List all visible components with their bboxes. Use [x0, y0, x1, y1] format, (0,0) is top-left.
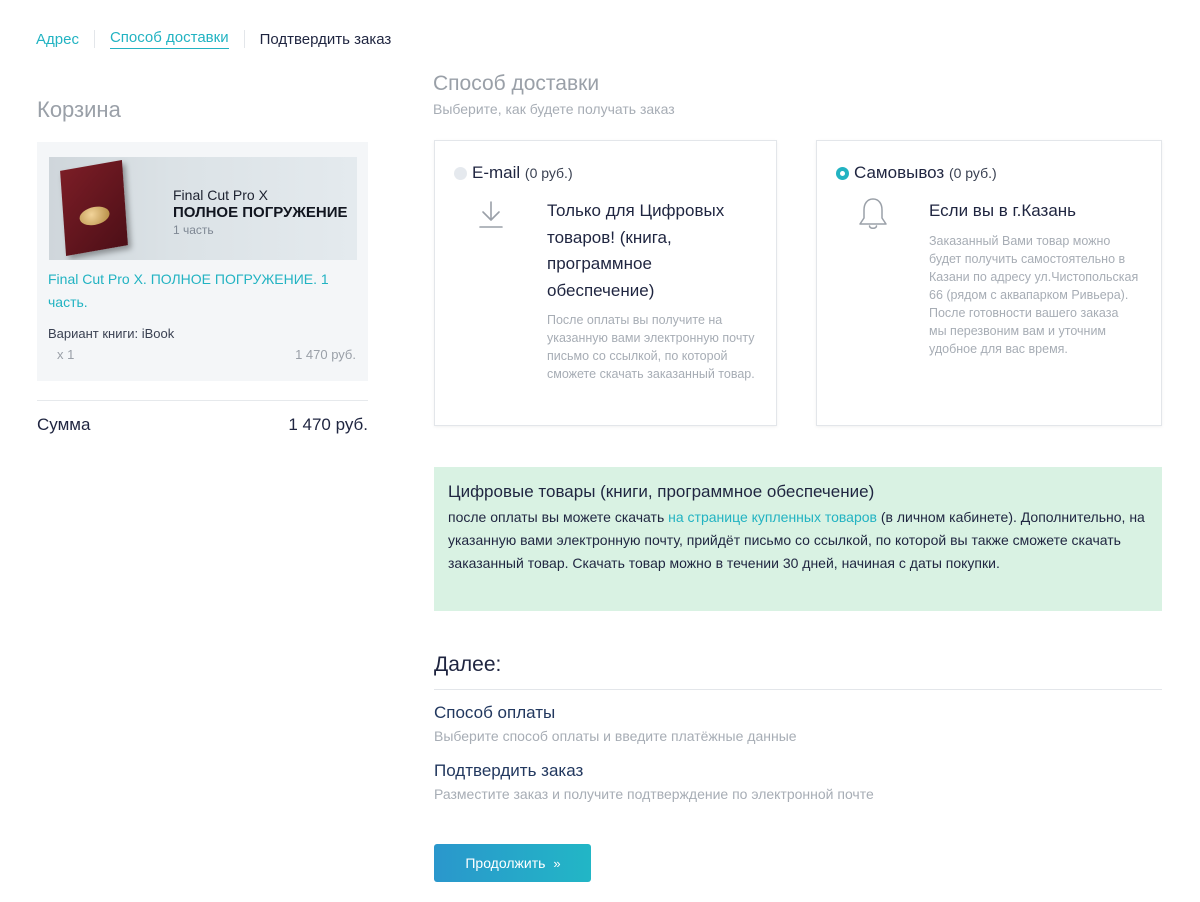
purchased-goods-link[interactable]: на странице купленных товаров	[668, 509, 877, 525]
step-delivery[interactable]: Способ доставки	[110, 29, 229, 49]
banner-title: Final Cut Pro X	[173, 187, 268, 203]
option-name: Самовывоз (0 руб.)	[854, 163, 997, 182]
radio-email[interactable]	[454, 167, 467, 180]
product-variant: Вариант книги: iBook	[48, 326, 175, 341]
product-title-link[interactable]: Final Cut Pro X. ПОЛНОЕ ПОГРУЖЕНИЕ. 1 часть.	[48, 271, 329, 310]
chevron-right-icon: »	[553, 855, 560, 871]
option-description: Заказанный Вами товар можно будет получить самостоятельно в Казани по адресу ул.Чистопольская 66 (рядом с аквапарком Ривьера). После готовности вашего заказа мы перезвоним вам и уточним удобное для вас время.	[929, 234, 1139, 356]
next-step-confirm-title: Подтвердить заказ	[434, 761, 584, 780]
delivery-option-pickup[interactable]	[816, 140, 1162, 426]
product-banner-image[interactable]	[49, 157, 357, 260]
option-price: (0 руб.)	[524, 165, 573, 181]
option-heading: Если вы в г.Казань	[929, 201, 1077, 220]
cart-title: Корзина	[37, 97, 121, 122]
product-quantity: x 1	[57, 347, 75, 362]
banner-part: 1 часть	[173, 223, 214, 237]
checkout-steps	[36, 28, 391, 50]
next-step-confirm-subtitle: Разместите заказ и получите подтверждение по электронной почте	[434, 786, 874, 802]
option-heading: Только для Цифровых товаров! (книга, программное обеспечение)	[547, 201, 725, 300]
banner-subtitle: ПОЛНОЕ ПОГРУЖЕНИЕ	[173, 204, 348, 221]
info-title: Цифровые товары (книги, программное обеспечение)	[448, 482, 875, 501]
next-step-payment-subtitle: Выберите способ оплаты и введите платёжные данные	[434, 728, 797, 744]
product-price: 1 470 руб.	[295, 347, 356, 362]
cart-sum-label: Сумма	[37, 415, 91, 434]
next-steps-title: Далее:	[434, 653, 502, 676]
continue-button-label: Продолжить	[465, 855, 546, 871]
bell-icon	[857, 196, 889, 232]
delivery-option-email[interactable]	[434, 140, 777, 426]
delivery-subtitle: Выберите, как будете получать заказ	[433, 101, 675, 117]
digital-goods-info	[434, 467, 1162, 611]
step-separator	[244, 30, 245, 48]
info-text: после оплаты вы можете скачать на странице купленных товаров (в личном кабинете). Дополнительно, на указанную вами электронную почту, прийдёт письмо со ссылкой, по которой вы также сможете скачать заказанный товар. Скачать товар можно в течении 30 дней, начиная с даты покупки.	[448, 509, 1145, 571]
download-icon	[477, 199, 505, 231]
option-price: (0 руб.)	[948, 165, 997, 181]
next-steps-divider	[434, 689, 1162, 690]
book-cover-image	[60, 160, 128, 256]
cart-sum-value: 1 470 руб.	[288, 415, 368, 434]
radio-pickup[interactable]	[836, 167, 849, 180]
delivery-title: Способ доставки	[433, 72, 600, 95]
step-separator	[94, 30, 95, 48]
next-step-payment-title: Способ оплаты	[434, 703, 556, 722]
option-description: После оплаты вы получите на указанную вами электронную почту письмо со ссылкой, по которой сможете скачать заказанный товар.	[547, 313, 755, 381]
continue-button[interactable]	[434, 844, 591, 882]
cart-divider	[37, 400, 368, 401]
cart-item-card	[37, 142, 368, 381]
step-confirm: Подтвердить заказ	[259, 30, 392, 48]
step-address[interactable]: Адрес	[36, 30, 79, 48]
option-name: E-mail (0 руб.)	[472, 163, 573, 182]
